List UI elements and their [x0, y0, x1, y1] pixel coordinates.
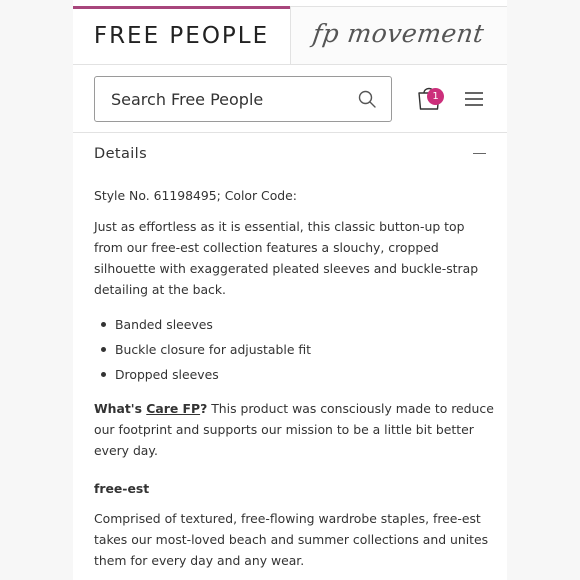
product-description [94, 216, 494, 300]
feature-text: Buckle closure for adjustable fit [115, 342, 312, 357]
care-suffix: ? [200, 401, 208, 416]
cart-count-badge[interactable]: 1 [427, 88, 444, 105]
style-number: Style No. 61198495; Color Code: [94, 188, 297, 203]
feature-item [94, 312, 494, 337]
collection-line: them for every day and any wear. [94, 553, 305, 568]
search-box [94, 76, 392, 122]
tab-free-people[interactable] [73, 6, 290, 64]
care-line: our footprint and supports our mission to be a little bit better [94, 422, 474, 437]
care-fp-statement [94, 398, 494, 461]
description-line: silhouette with exaggerated pleated sleeves and buckle-strap [94, 261, 479, 276]
care-line: every day. [94, 443, 158, 458]
bullet-dot [101, 347, 106, 352]
feature-item [94, 362, 494, 387]
hamburger-menu-icon[interactable] [464, 91, 484, 107]
details-title: Details [94, 146, 148, 162]
feature-item [94, 337, 494, 362]
description-line: detailing at the back. [94, 282, 226, 297]
collection-line: Comprised of textured, free-flowing wardrobe staples, free-est [94, 511, 481, 526]
details-accordion-header[interactable] [73, 132, 507, 178]
collection-line: takes our most-loved beach and summer collections and unites [94, 532, 489, 547]
free-people-logo: FREE PEOPLE [93, 22, 270, 49]
header-toolbar [73, 64, 507, 133]
bullet-dot [101, 322, 106, 327]
search-input[interactable] [95, 89, 353, 110]
feature-text: Dropped sleeves [115, 367, 219, 382]
minus-collapse-icon[interactable] [473, 153, 486, 154]
details-content [94, 185, 494, 571]
search-icon[interactable] [357, 89, 377, 109]
collection-title: free-est [94, 481, 150, 496]
bullet-dot [101, 372, 106, 377]
feature-list [94, 312, 494, 387]
product-page [73, 0, 507, 580]
brand-tabs [73, 0, 507, 65]
fp-movement-logo: fp movement [311, 19, 487, 48]
feature-text: Banded sleeves [115, 317, 213, 332]
tab-fp-movement[interactable] [290, 6, 507, 64]
care-fp-link[interactable]: Care FP [146, 401, 201, 416]
care-line: This product was consciously made to reduce [207, 401, 494, 416]
description-line: Just as effortless as it is essential, this classic button-up top [94, 219, 465, 234]
description-line: from our free-est collection features a slouchy, cropped [94, 240, 439, 255]
collection-description [94, 508, 494, 571]
care-prefix: What's [94, 401, 147, 416]
